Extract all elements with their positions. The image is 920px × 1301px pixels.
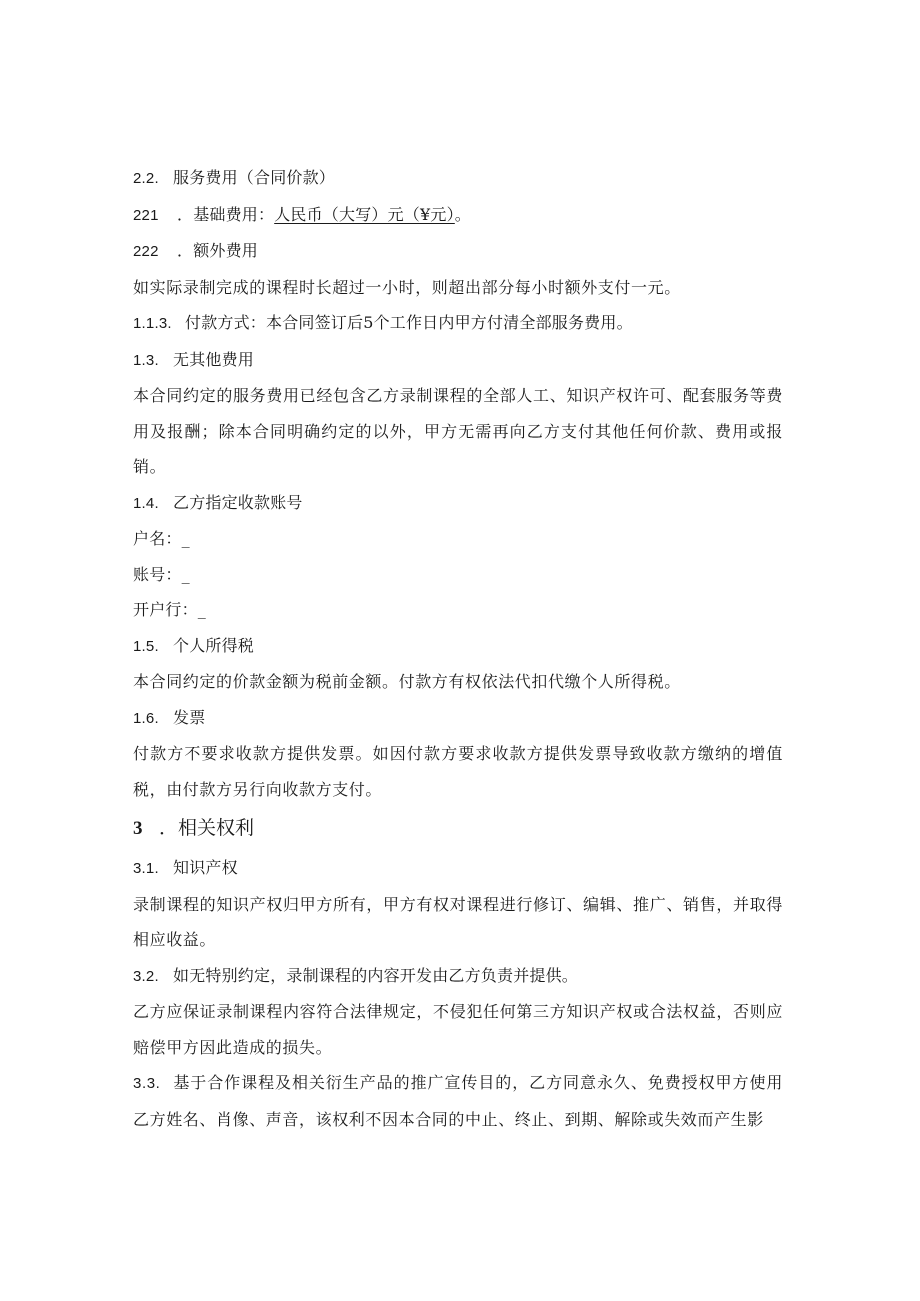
section-1-5-heading xyxy=(133,628,783,665)
section-2-2-heading xyxy=(133,160,783,197)
basic-fee-amount-blank: 人民币（大写）元（¥元） xyxy=(274,204,455,224)
section-number: 2.2. xyxy=(133,170,159,187)
ip-paragraph: 录制课程的知识产权归甲方所有，甲方有权对课程进行修订、编辑、推广、销售，并取得相应收益。 xyxy=(133,894,783,949)
extra-fee-paragraph: 如实际录制完成的课程时长超过一小时，则超出部分每小时额外支付一元。 xyxy=(133,277,681,297)
section-title: 服务费用（合同价款） xyxy=(173,168,336,187)
section-text: 付款方式：本合同签订后5个工作日内甲方付清全部服务费用。 xyxy=(185,313,633,332)
chapter-3-heading xyxy=(133,807,783,850)
section-number: 1.1.3. xyxy=(133,315,172,332)
contract-page xyxy=(133,160,783,1137)
account-number-field: 账号：_ xyxy=(133,564,190,584)
basic-fee-end: 。 xyxy=(454,204,471,224)
section-title: ．额外费用 xyxy=(177,241,259,260)
section-title: 乙方指定收款账号 xyxy=(173,492,303,512)
section-3-1-heading xyxy=(133,850,783,887)
section-222-extra-fee xyxy=(133,233,783,270)
section-3-2-heading xyxy=(133,958,783,995)
section-text: 如无特别约定，录制课程的内容开发由乙方负责并提供。 xyxy=(173,965,579,985)
section-title: 个人所得税 xyxy=(173,635,255,655)
section-text: 基于合作课程及相关衍生产品的推广宣传目的，乙方同意永久、免费授权甲方使用乙方姓名、肖像、声音，该权利不因本合同的中止、终止、到期、解除或失效而产生影 xyxy=(133,1073,783,1129)
section-number: 1.3. xyxy=(133,351,159,369)
section-number: 1.5. xyxy=(133,637,159,655)
invoice-paragraph: 付款方不要求收款方提供发票。如因付款方要求收款方提供发票导致收款方缴纳的增值税，由付款方另行向收款方支付。 xyxy=(133,744,783,799)
section-3-3-paragraph xyxy=(133,1065,783,1137)
section-title: 发票 xyxy=(173,707,206,727)
chapter-number: 3 xyxy=(133,818,143,839)
content-warranty-paragraph: 乙方应保证录制课程内容符合法律规定，不侵犯任何第三方知识产权或合法权益，否则应赔偿甲方因此造成的损失。 xyxy=(133,1002,783,1057)
section-1-4-heading xyxy=(133,485,783,522)
section-1-6-heading xyxy=(133,700,783,737)
section-1-3-heading xyxy=(133,342,783,379)
basic-fee-label: ．基础费用： xyxy=(177,204,275,224)
section-number: 221 xyxy=(133,206,159,224)
chapter-title: ．相关权利 xyxy=(159,817,255,839)
section-number: 3.3. xyxy=(133,1075,161,1092)
section-number: 1.6. xyxy=(133,709,159,727)
section-number: 1.4. xyxy=(133,494,159,512)
section-number: 222 xyxy=(133,243,159,260)
section-1-1-3-payment-method xyxy=(133,305,783,342)
section-221-basic-fee xyxy=(133,197,783,234)
section-number: 3.2. xyxy=(133,967,159,985)
section-number: 3.1. xyxy=(133,860,159,877)
section-title: 无其他费用 xyxy=(173,349,255,369)
account-name-field: 户名：_ xyxy=(133,529,190,548)
section-title: 知识产权 xyxy=(173,858,238,877)
no-other-fees-paragraph: 本合同约定的服务费用已经包含乙方录制课程的全部人工、知识产权许可、配套服务等费用及报酬；除本合同明确约定的以外，甲方无需再向乙方支付其他任何价款、费用或报销。 xyxy=(133,386,783,476)
tax-paragraph: 本合同约定的价款金额为税前金额。付款方有权依法代扣代缴个人所得税。 xyxy=(133,672,681,691)
account-bank-field: 开户行：_ xyxy=(133,600,207,619)
